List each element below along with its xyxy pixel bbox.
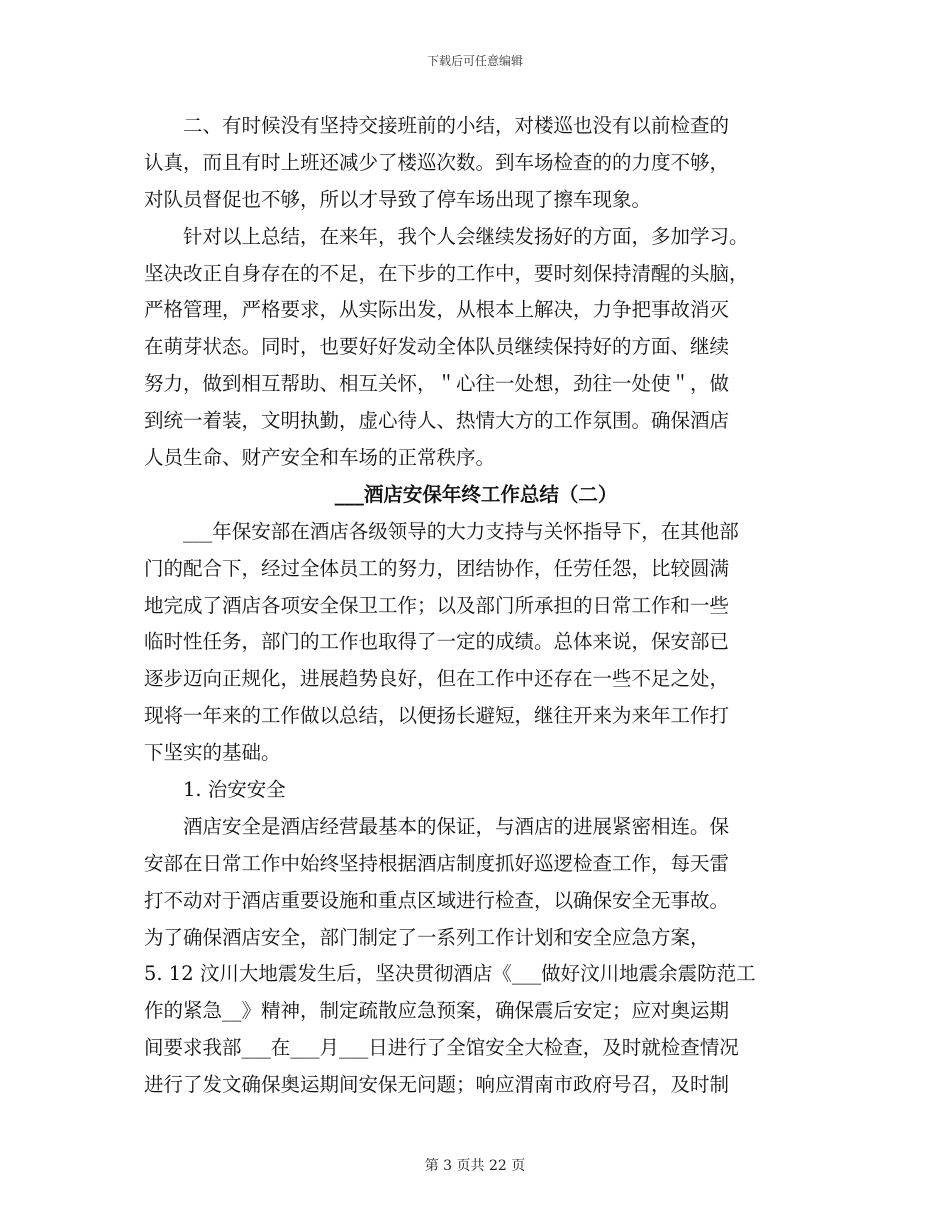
text-line: 针对以上总结，在来年，我个人会继续发扬好的方面，多加学习。 xyxy=(144,224,749,248)
text-line: 认真，而且有时上班还减少了楼巡次数。到车场检查的的力度不够， xyxy=(144,150,730,174)
text-line: 现将一年来的工作做以总结，以便扬长避短，继往开来为来年工作打 xyxy=(144,704,730,728)
text-line: 进行了发文确保奥运期间安保无问题；响应渭南市政府号召，及时制 xyxy=(144,1073,730,1097)
text-line: 对队员督促也不够，所以才导致了停车场出现了擦车现象。 xyxy=(144,187,652,211)
page-footer: 第 3 页共 22 页 xyxy=(424,1158,526,1174)
text-line: 打不动对于酒店重要设施和重点区域进行检查，以确保安全无事故。 xyxy=(144,888,730,912)
text-line: 在萌芽状态。同时，也要好好发动全体队员继续保持好的方面、继续 xyxy=(144,335,730,359)
text-line: 严格管理，严格要求，从实际出发，从根本上解决，力争把事故消灭 xyxy=(144,298,730,322)
text-line: 5. 12 汶川大地震发生后，坚决贯彻酒店《___做好汶川地震余震防范工 xyxy=(144,962,756,986)
text-line: 1. 治安安全 xyxy=(144,778,286,802)
document-body xyxy=(144,108,808,1104)
text-line: 到统一着装，文明执勤，虚心待人、热情大方的工作氛围。确保酒店 xyxy=(144,409,730,433)
text-line: 下坚实的基础。 xyxy=(144,741,281,765)
text-line: 逐步迈向正规化，进展趋势良好，但在工作中还存在一些不足之处， xyxy=(144,667,730,691)
text-line: 门的配合下，经过全体员工的努力，团结协作，任劳任怨，比较圆满 xyxy=(144,556,730,580)
text-line: 为了确保酒店安全，部门制定了一系列工作计划和安全应急方案， xyxy=(144,925,710,949)
text-line: 坚决改正自身存在的不足，在下步的工作中，要时刻保持清醒的头脑， xyxy=(144,261,749,285)
text-line: ___年保安部在酒店各级领导的大力支持与关怀指导下，在其他部 xyxy=(144,519,739,543)
text-line: 间要求我部___在___月___日进行了全馆安全大检查，及时就检查情况 xyxy=(144,1036,739,1060)
page-header-note: 下载后可任意编辑 xyxy=(426,54,523,68)
text-line: 酒店安全是酒店经营最基本的保证，与酒店的进展紧密相连。保 xyxy=(144,814,730,838)
text-line: 人员生命、财产安全和车场的正常秩序。 xyxy=(144,446,496,470)
text-line: 二、有时候没有坚持交接班前的小结，对楼巡也没有以前检查的 xyxy=(144,114,730,137)
text-line: 作的紧急__》精神，制定疏散应急预案，确保震后安定；应对奥运期 xyxy=(144,999,730,1023)
text-line: 地完成了酒店各项安全保卫工作；以及部门所承担的日常工作和一些 xyxy=(144,593,730,617)
text-line: 临时性任务，部门的工作也取得了一定的成绩。总体来说，保安部已 xyxy=(144,630,730,654)
section-title: ___酒店安保年终工作总结（二） xyxy=(334,482,618,506)
text-line: 安部在日常工作中始终坚持根据酒店制度抓好巡逻检查工作，每天雷 xyxy=(144,851,730,875)
text-line: 努力，做到相互帮助、相互关怀，＂心往一处想，劲往一处使＂，做 xyxy=(144,372,730,396)
